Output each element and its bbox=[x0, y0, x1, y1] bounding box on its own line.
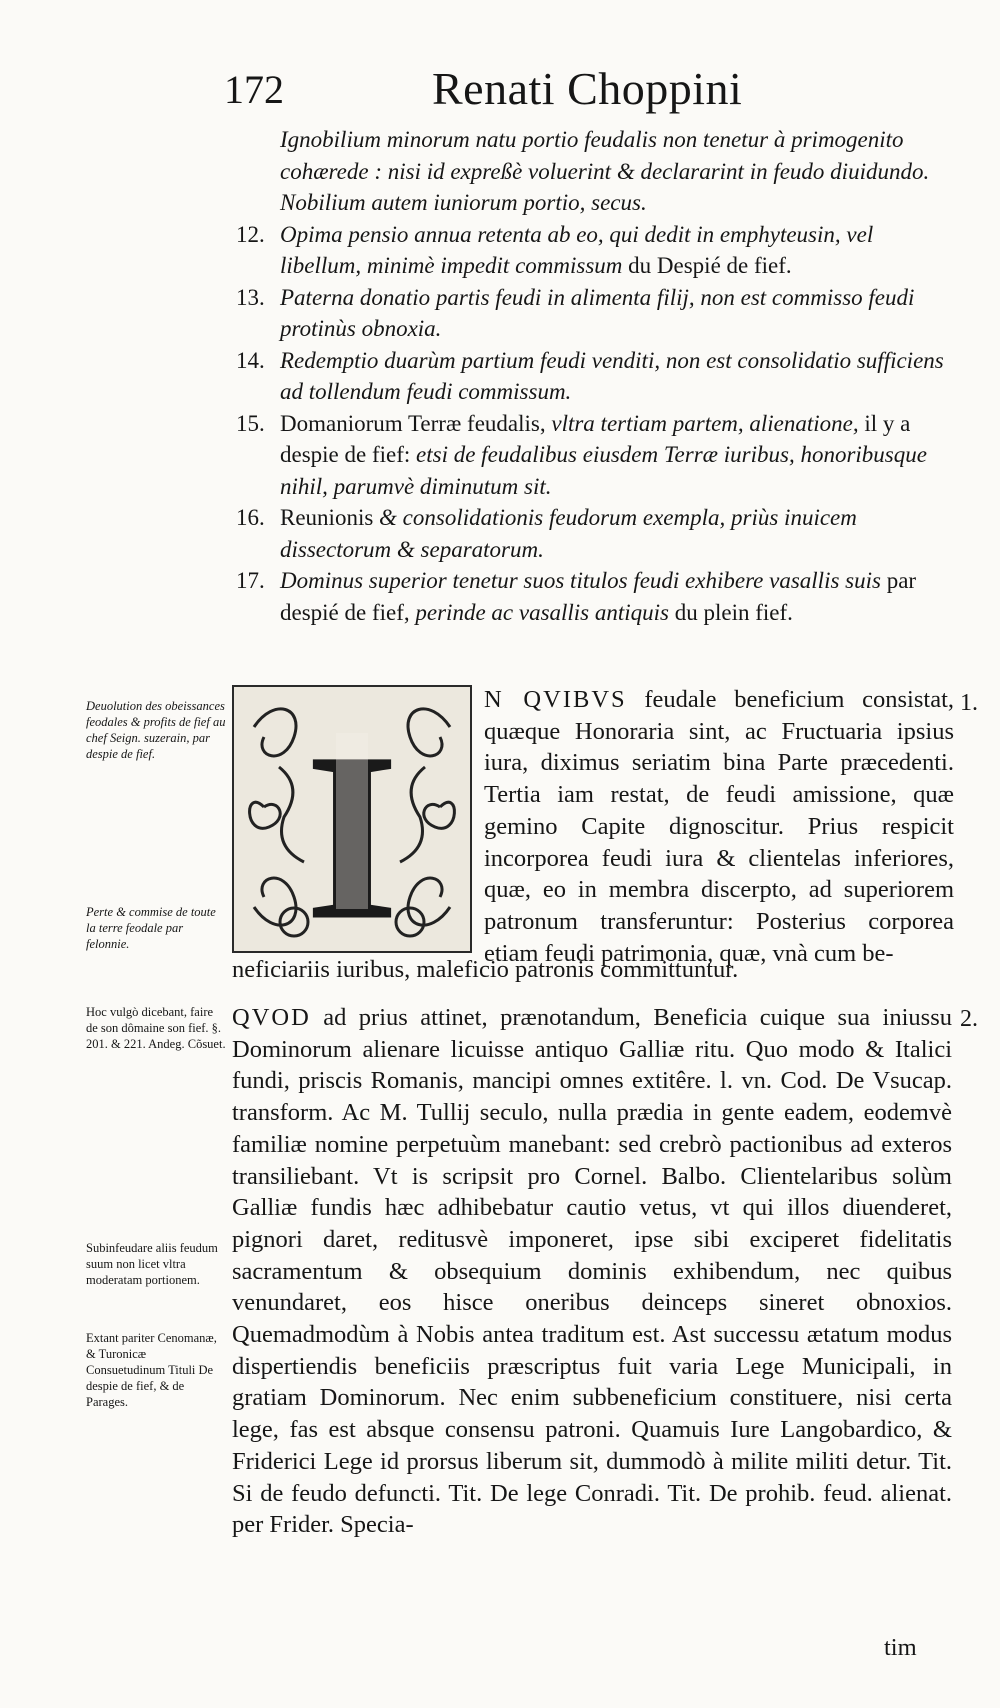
decorated-initial bbox=[232, 685, 472, 953]
summary-item bbox=[230, 187, 950, 219]
summary-item bbox=[230, 565, 950, 628]
body-paragraph-1-continued bbox=[232, 954, 952, 986]
summary-item bbox=[230, 502, 950, 565]
paragraph-opening: N QVIBVS bbox=[484, 686, 627, 713]
running-head: Renati Choppini bbox=[432, 63, 743, 114]
sidenote: Extant pariter Cenomanæ, & Turonicæ Consuetudinum Tituli De despie de fief, & de Parages. bbox=[86, 1331, 217, 1409]
sidenote: Deuolution des obeissances feodales & profits de fief au chef Seign. suzerain, par despie de fief. bbox=[86, 699, 226, 761]
summary-number: 13. bbox=[236, 284, 265, 310]
summary-text: & consolidationis feudorum exempla, priùs inuicem dissectorum & separatorum. bbox=[280, 505, 857, 562]
summary-item bbox=[230, 124, 950, 187]
body-paragraph-1 bbox=[484, 684, 954, 969]
margin-number: 1. bbox=[960, 690, 978, 716]
body-paragraph-2 bbox=[232, 1002, 952, 1541]
summary-number: 15. bbox=[236, 410, 265, 436]
summary-text: vltra tertiam partem, alienatione, bbox=[551, 410, 859, 436]
sidenote: Hoc vulgò dicebant, faire de son dômaine son fief. §. 201. & 221. Andeg. Cõsuet. bbox=[86, 1005, 226, 1051]
margin-number: 2. bbox=[960, 1006, 978, 1032]
summary-item bbox=[230, 219, 950, 282]
summary-text-2: etsi de feudalibus eiusdem Terræ iuribus, honoribusque nihil, parumvè diminutum sit. bbox=[280, 442, 927, 499]
ornament-illustration bbox=[234, 687, 470, 951]
summary-tail: du Despié de fief. bbox=[628, 253, 792, 278]
summary-text: Redemptio duarùm partium feudi venditi, non est consolidatio sufficiens ad tollendum feudi commissum. bbox=[280, 347, 944, 404]
summary-text: Paterna donatio partis feudi in alimenta filij, non est commisso feudi protinùs obnoxia. bbox=[280, 284, 915, 341]
chapter-summary bbox=[230, 124, 950, 628]
paragraph-text: neficiariis iuribus, maleficio patronis committuntur. bbox=[232, 956, 739, 983]
summary-item bbox=[230, 345, 950, 408]
paragraph-text: ad prius attinet, prænotandum, Beneficia cuique sua iniussu Dominorum alienare licuisse antiquo Galliæ ritu. Quo modo & Italici fundi, priscis Romanis, mancipi omnes extitêre. l. vn. Cod. De Vsucap. transform. Ac M. Tullij seculo, nulla prædia in gente eadem, eodemvè familiæ nomine perpetuùm manebant: sed crebrò pactionibus ad exteros transiliebant. Vt is scripsit pro Cornel. Balbo. Clientelaribus solùm Galliæ fundis hæc adhibebatur cautio vetus, vt qui illos diuenderet, pignori daret, reditusvè imponeret, ipse sibi exciperet fidelitatis sacramentum & obsequium dominis exhibendum, nec quibus venundaret, eos hisce oneribus deinceps sineret obnoxios. Quemadmodùm à Nobis antea traditum est. Ast successu ætatum modus dispertiendis beneficiis præscriptus fuit varia Lege Municipali, in gratiam Dominorum. Nec enim subbeneficium constituere, nisi certa lege, fas est absque consensu patroni. Quamuis Iure Langobardico, & Friderici Lege id prorsus liberum sit, dummodò à milite militi detur. Tit. Si de feudo defuncti. Tit. De lege Conradi. Tit. De prohib. feud. alienat. per Frider. Specia- bbox=[232, 1004, 952, 1539]
sidenote: Perte & commise de toute la terre feodale par felonnie. bbox=[86, 905, 216, 951]
summary-item bbox=[230, 408, 950, 503]
summary-number: 14. bbox=[236, 347, 265, 373]
summary-number: 17. bbox=[236, 568, 265, 593]
initial-letter: I bbox=[305, 703, 399, 951]
summary-number: 16. bbox=[236, 505, 265, 530]
summary-tail-2: du plein fief. bbox=[674, 599, 793, 625]
summary-number: 12. bbox=[236, 221, 265, 247]
summary-text-2: perinde ac vasallis antiquis bbox=[415, 599, 670, 625]
catchword: tim bbox=[884, 1634, 917, 1661]
summary-lead: Reunionis bbox=[280, 505, 374, 530]
summary-text: Nobilium autem iuniorum portio, secus. bbox=[280, 190, 647, 215]
paragraph-text: feudale beneficium consistat, quæque Honoraria sint, ac Fructuaria ipsius iura, diximus seriatim bina Parte præcedenti. Tertia iam restat, de feudi amissione, quæ gemino Capite dignoscitur. Prius respicit incorporea feudi iura & clientelas inferiores, quæ, eo in membra discerpto, ad superiorem patronum transferuntur: Posterius corporea etiam feudi patrimonia, quæ, vnà cum be- bbox=[484, 686, 954, 967]
summary-text: Ignobilium minorum natu portio feudalis non tenetur à primogenito cohærede : nisi id expreßè voluerint & declararint in feudo diuidundo. bbox=[280, 127, 930, 184]
summary-text: Opima pensio annua retenta ab eo, qui dedit in emphyteusin, vel libellum, minimè impedit commissum bbox=[280, 221, 874, 278]
summary-tail: par despié de fief, bbox=[280, 568, 917, 625]
summary-item bbox=[230, 282, 950, 345]
sidenote: Subinfeudare aliis feudum suum non licet vltra moderatam portionem. bbox=[86, 1241, 218, 1287]
paragraph-opening: QVOD bbox=[232, 1004, 311, 1031]
summary-lead: Domaniorum Terræ feudalis, bbox=[280, 410, 546, 436]
summary-text: Dominus superior tenetur suos titulos feudi exhibere vasallis suis bbox=[280, 568, 881, 593]
page-number: 172 bbox=[224, 67, 284, 112]
summary-tail: il y a despie de fief: bbox=[280, 410, 911, 467]
